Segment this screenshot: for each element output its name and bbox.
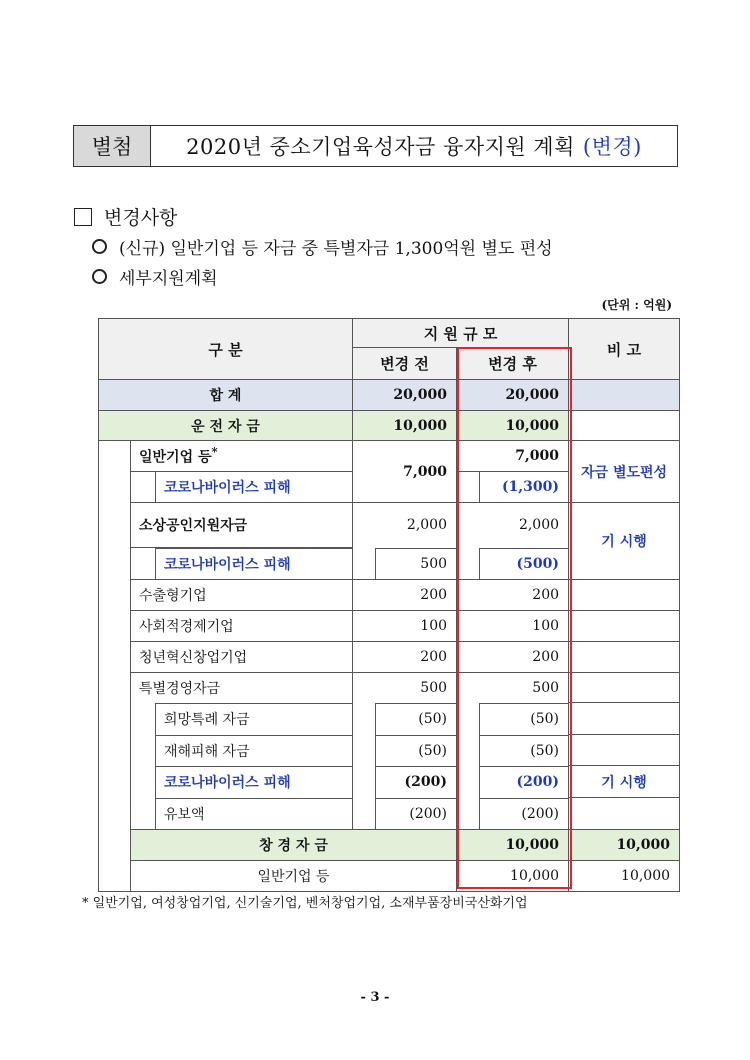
- bullet-text: 세부지원계획: [119, 269, 218, 289]
- reserve-after: (200): [479, 798, 568, 829]
- table-row: [99, 798, 680, 830]
- total-after: 20,000: [457, 380, 569, 411]
- table-row: [99, 503, 680, 548]
- header-category: 구 분: [99, 319, 353, 380]
- small-corona-label: 코로나바이러스 피해: [155, 548, 352, 579]
- special-before: 500: [353, 673, 457, 703]
- page-number: - 3 -: [360, 990, 390, 1005]
- small-after: 2,000: [457, 503, 569, 548]
- special-after: 500: [457, 673, 569, 703]
- startup-before: 10,000: [457, 829, 569, 860]
- special-label: 특별경영자금: [131, 673, 353, 703]
- table-row: [99, 860, 680, 891]
- section-heading: [74, 203, 177, 230]
- circle-bullet-icon: [92, 239, 107, 254]
- title-box: [73, 125, 678, 167]
- table-row: [99, 611, 680, 642]
- bullet-text: (신규) 일반기업 등 자금 중 특별자금 1,300억원 별도 편성: [119, 239, 553, 259]
- table-row: [99, 829, 680, 860]
- bullet-item: [92, 264, 218, 289]
- youth-after: 200: [457, 642, 569, 673]
- special-corona-label: 코로나바이러스 피해: [155, 766, 352, 798]
- table-row: [99, 411, 680, 441]
- table-row: [99, 673, 680, 703]
- special-corona-note: 기 시행: [569, 766, 680, 798]
- special-corona-before: (200): [375, 766, 456, 798]
- special-corona-after: (200): [479, 766, 568, 798]
- header-scale: 지 원 규 모: [353, 319, 569, 348]
- hope-after: (50): [479, 703, 568, 735]
- checkbox-icon: [74, 208, 92, 226]
- small-corona-before: 500: [375, 548, 456, 579]
- table-row: [99, 642, 680, 673]
- total-before: 20,000: [353, 380, 457, 411]
- header-before: 변경 전: [353, 348, 457, 380]
- startup-label: 창 경 자 금: [131, 829, 457, 860]
- disaster-before: (50): [375, 735, 456, 766]
- funding-table: [98, 318, 680, 892]
- table-row: [99, 703, 680, 735]
- reserve-before: (200): [375, 798, 456, 829]
- export-before: 200: [353, 580, 457, 611]
- table-row: [99, 735, 680, 766]
- youth-label: 청년혁신창업기업: [131, 642, 353, 673]
- unit-label: (단위 : 억원): [601, 298, 672, 312]
- header-note: 비 고: [569, 319, 680, 380]
- section-label: 변경사항: [104, 207, 178, 229]
- table-row: [99, 766, 680, 798]
- table-row: [99, 441, 680, 472]
- footnote: * 일반기업, 여성창업기업, 신기술기업, 벤처창업기업, 소재부품장비국산화기업: [82, 896, 528, 911]
- title-tag: 별첨: [74, 126, 151, 166]
- startup-general-label: 일반기업 등: [131, 860, 457, 891]
- general-before: 7,000: [353, 441, 457, 503]
- small-corona-after: (500): [479, 548, 568, 579]
- export-after: 200: [457, 580, 569, 611]
- small-note: 기 시행: [569, 503, 680, 580]
- table-row: [99, 580, 680, 611]
- table-row: [99, 380, 680, 411]
- startup-general-after: 10,000: [569, 860, 680, 891]
- small-before: 2,000: [353, 503, 457, 548]
- startup-general-before: 10,000: [457, 860, 569, 891]
- general-label: 일반기업 등*: [131, 441, 353, 472]
- general-after: 7,000: [457, 441, 569, 472]
- operating-after: 10,000: [457, 411, 569, 441]
- startup-after: 10,000: [569, 829, 680, 860]
- disaster-label: 재해피해 자금: [155, 735, 352, 766]
- total-label: 합 계: [99, 380, 353, 411]
- reserve-label: 유보액: [155, 798, 352, 829]
- page-title: [151, 126, 677, 166]
- general-corona-label: 코로나바이러스 피해: [155, 472, 352, 502]
- social-after: 100: [457, 611, 569, 642]
- operating-label: 운 전 자 금: [99, 411, 353, 441]
- youth-before: 200: [353, 642, 457, 673]
- bullet-item: [92, 234, 553, 259]
- hope-before: (50): [375, 703, 456, 735]
- social-before: 100: [353, 611, 457, 642]
- general-note: 자금 별도편성: [569, 441, 680, 503]
- general-corona-after: (1,300): [479, 472, 568, 502]
- header-after: 변경 후: [457, 348, 569, 380]
- social-label: 사회적경제기업: [131, 611, 353, 642]
- hope-label: 희망특례 자금: [155, 703, 352, 735]
- title-main: 2020년 중소기업육성자금 융자지원 계획: [186, 135, 575, 159]
- title-accent: (변경): [582, 135, 642, 159]
- disaster-after: (50): [479, 735, 568, 766]
- export-label: 수출형기업: [131, 580, 353, 611]
- circle-bullet-icon: [92, 269, 107, 284]
- small-label: 소상공인지원자금: [131, 503, 353, 548]
- operating-before: 10,000: [353, 411, 457, 441]
